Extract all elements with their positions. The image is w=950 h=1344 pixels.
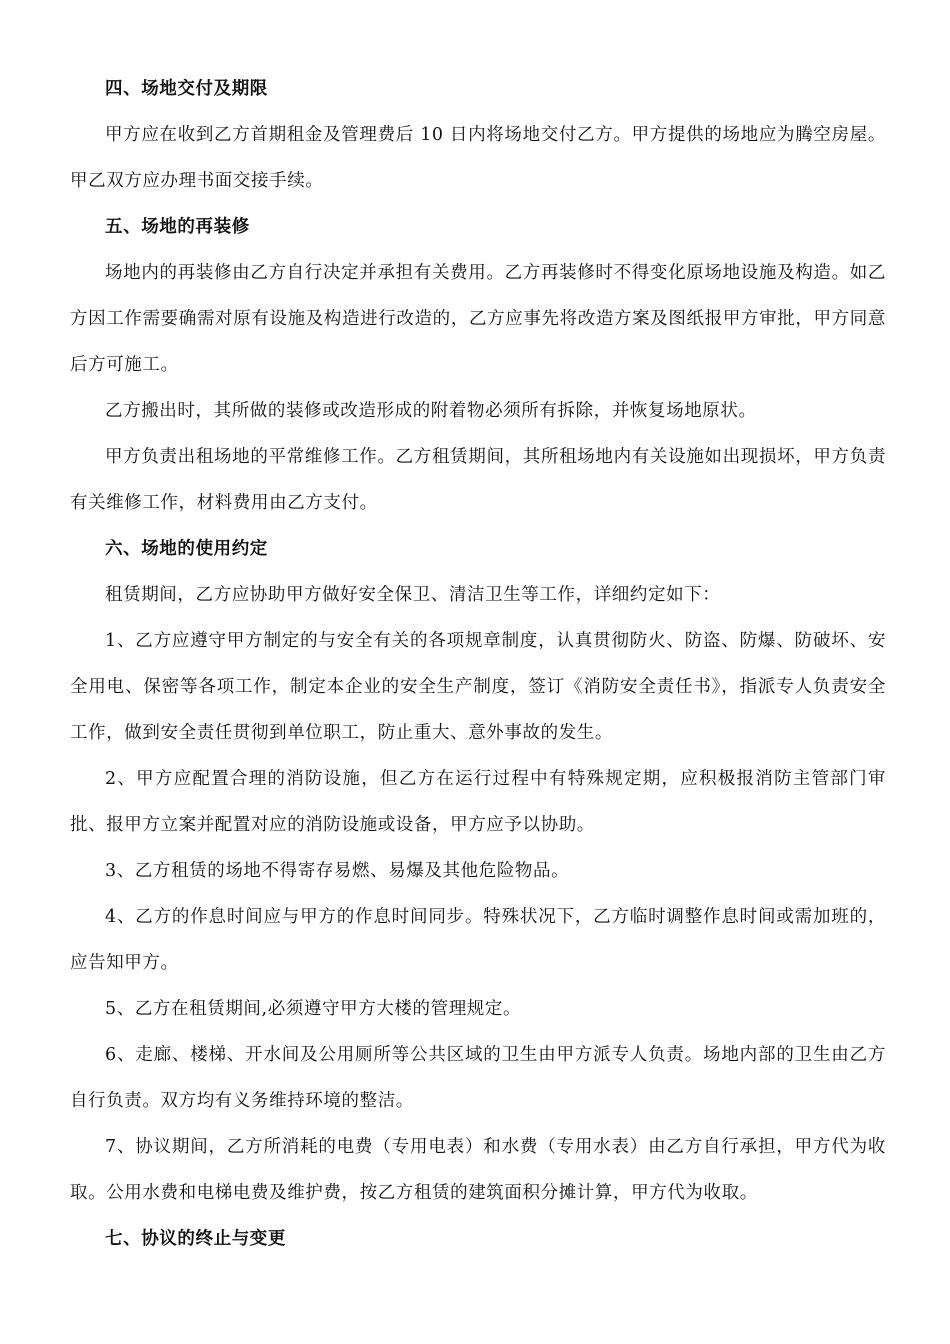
section-heading-usage: 六、场地的使用约定	[105, 539, 268, 559]
paragraph-delivery-terms: 甲方应在收到乙方首期租金及管理费后 10 日内将场地交付乙方。甲方提供的场地应为腾空房屋。甲乙双方应办理书面交接手续。	[70, 125, 886, 191]
paragraph-move-out-restoration: 乙方搬出时，其所做的装修或改造形成的附着物必须所有拆除，并恢复场地原状。	[105, 401, 757, 421]
paragraph-usage-intro: 租赁期间，乙方应协助甲方做好安全保卫、清洁卫生等工作，详细约定如下：	[105, 585, 721, 605]
list-item-public-hygiene: 6、走廊、楼梯、开水间及公用厕所等公共区域的卫生由甲方派专人负责。场地内部的卫生由乙方自行负责。双方均有义务维持环境的整洁。	[70, 1045, 886, 1111]
list-item-safety-rules: 1、乙方应遵守甲方制定的与安全有关的各项规章制度，认真贯彻防火、防盗、防爆、防破坏、安全用电、保密等各项工作，制定本企业的安全生产制度，签订《消防安全责任书》，指派专人负责安全工作，做到安全责任贯彻到单位职工，防止重大、意外事故的发生。	[70, 631, 886, 743]
list-item-fire-facilities: 2、甲方应配置合理的消防设施，但乙方在运行过程中有特殊规定期，应积极报消防主管部门审批、报甲方立案并配置对应的消防设施或设备，甲方应予以协助。	[70, 769, 886, 835]
list-item-hazardous-goods: 3、乙方租赁的场地不得寄存易燃、易爆及其他危险物品。	[105, 861, 570, 881]
paragraph-maintenance: 甲方负责出租场地的平常维修工作。乙方租赁期间，其所租场地内有关设施如出现损坏，甲方负责有关维修工作，材料费用由乙方支付。	[70, 447, 886, 513]
list-item-utility-fees: 7、协议期间，乙方所消耗的电费（专用电表）和水费（专用水表）由乙方自行承担，甲方代为收取。公用水费和电梯电费及维护费，按乙方租赁的建筑面积分摊计算，甲方代为收取。	[70, 1137, 886, 1203]
section-heading-delivery: 四、场地交付及期限	[105, 79, 268, 99]
section-heading-termination: 七、协议的终止与变更	[105, 1229, 286, 1249]
paragraph-renovation-decision: 场地内的再装修由乙方自行决定并承担有关费用。乙方再装修时不得变化原场地设施及构造。如乙方因工作需要确需对原有设施及构造进行改造的，乙方应事先将改造方案及图纸报甲方审批，甲方同意后方可施工。	[70, 263, 886, 375]
list-item-working-hours: 4、乙方的作息时间应与甲方的作息时间同步。特殊状况下，乙方临时调整作息时间或需加班的，应告知甲方。	[70, 907, 886, 973]
list-item-building-rules: 5、乙方在租赁期间,必须遵守甲方大楼的管理规定。	[105, 999, 522, 1019]
section-heading-renovation: 五、场地的再装修	[105, 217, 250, 237]
